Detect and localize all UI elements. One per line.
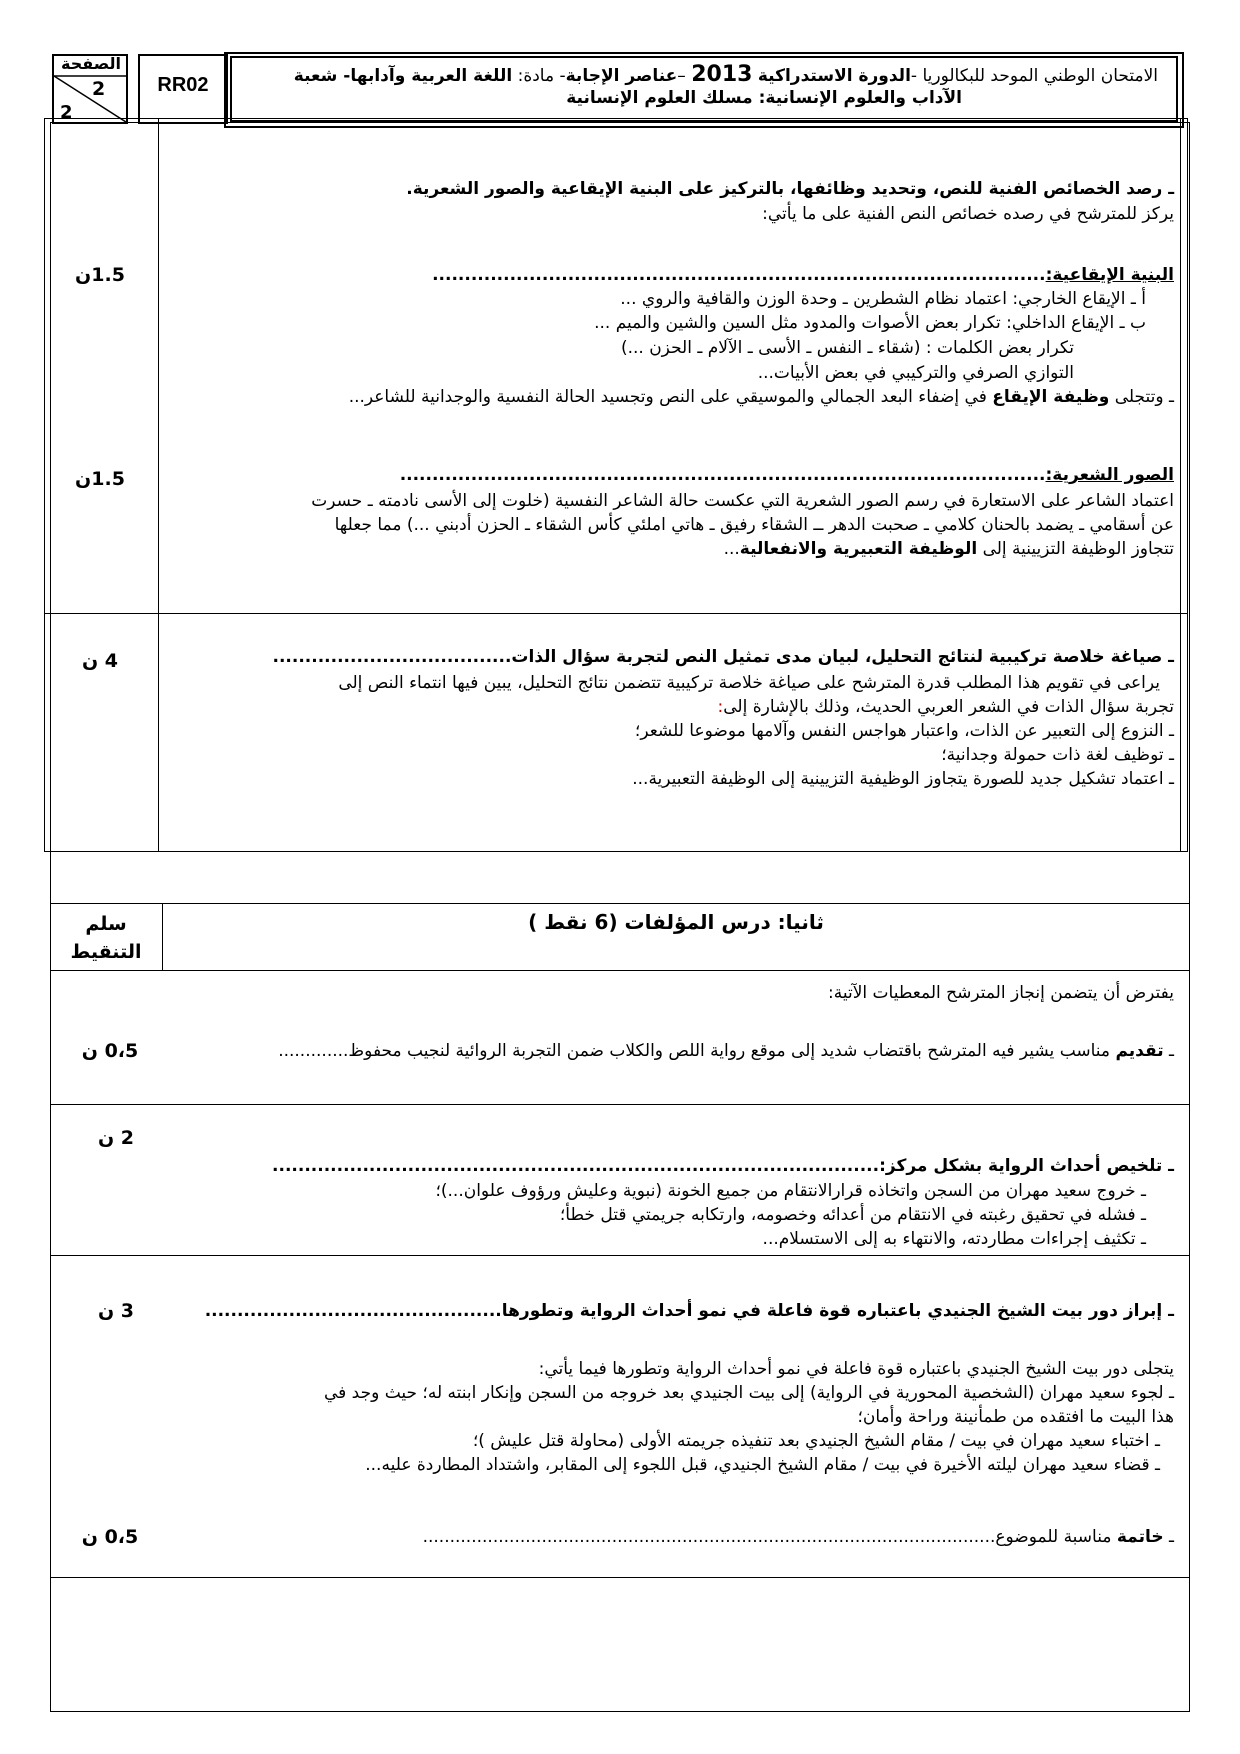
images-heading: الصور الشعرية: bbox=[1045, 465, 1174, 485]
intro-item-label: تقديم bbox=[1115, 1041, 1164, 1061]
conclusion-text: مناسبة للموضوع.......................................................................................................... bbox=[422, 1527, 1117, 1547]
images-line3-function: الوظيفة التعبيرية والانفعالية bbox=[739, 539, 978, 559]
synthesis-points: 4 ن bbox=[81, 650, 119, 672]
scale-header-line2: التنقيط bbox=[70, 941, 142, 963]
summary-item-3: ـ تكثيف إجراءات مطاردته، والانتهاء به إلى الاستسلام... bbox=[762, 1229, 1146, 1249]
scale-header-line1: سلم bbox=[85, 913, 127, 935]
part2-header-bottom-line bbox=[50, 970, 1190, 971]
part2-row-line-2 bbox=[50, 1255, 1190, 1256]
exam-code: RR02 bbox=[157, 74, 209, 96]
exam-code-box bbox=[138, 54, 228, 124]
page-number-box bbox=[52, 54, 128, 124]
rhythm-points: 1.5ن bbox=[75, 264, 125, 286]
header-subject-label: - مادة: bbox=[512, 66, 566, 86]
images-line3 bbox=[724, 538, 1174, 561]
points-column-divider-top bbox=[158, 118, 159, 852]
header-exam-name: الامتحان الوطني الموحد للبكالوريا - bbox=[910, 66, 1158, 86]
summary-item-1: ـ خروج سعيد مهران من السجن واتخاذه قرارالانتقام من جميع الخونة (نبوية وعليش ورؤوف علوان...)؛ bbox=[435, 1181, 1146, 1201]
summary-points: 2 ن bbox=[97, 1127, 135, 1149]
page-total: 2 bbox=[60, 102, 73, 123]
rhythm-function-label: وظيفة الإيقاع bbox=[992, 387, 1110, 407]
synthesis-line2 bbox=[718, 696, 1175, 719]
junaidi-intro: يتجلى دور بيت الشيخ الجنيدي باعتباره قوة فاعلة في نمو أحداث الرواية وتطورها فيما يأتي: bbox=[538, 1359, 1174, 1379]
part2-intro: يفترض أن يتضمن إنجاز المترشح المعطيات الآتية: bbox=[828, 983, 1174, 1003]
intro-item-prefix: ـ bbox=[1163, 1041, 1174, 1061]
rhythm-item-internal: ب ـ الإيقاع الداخلي: تكرار بعض الأصوات والمدود مثل السين والشين والميم ... bbox=[594, 313, 1146, 333]
conclusion-label: خاتمة bbox=[1116, 1527, 1164, 1547]
synthesis-item-3: ـ اعتماد تشكيل جديد للصورة يتجاوز الوظيفية التزيينية إلى الوظيفة التعبيرية... bbox=[632, 769, 1174, 789]
images-line3-ellipsis: ... bbox=[723, 539, 740, 559]
header-subject: اللغة العربية وآدابها bbox=[350, 66, 513, 86]
header-session: الدورة الاستدراكية bbox=[757, 66, 911, 86]
junaidi-line-4: ـ قضاء سعيد مهران ليلته الأخيرة في بيت / مقام الشيخ الجنيدي، قبل اللجوء إلى المقابر، واشتداد المطاردة عليه... bbox=[365, 1455, 1160, 1475]
section1-title: ـ رصد الخصائص الفنية للنص، وتحديد وظائفها، بالتركيز على البنية الإيقاعية والصور الشعرية. bbox=[406, 179, 1174, 199]
rhythm-function-text: في إضفاء البعد الجمالي والموسيقي على النص وتجسيد الحالة النفسية والوجدانية للشاعر... bbox=[348, 387, 993, 407]
part2-top-line bbox=[50, 903, 1190, 904]
junaidi-title: ـ إبراز دور بيت الشيخ الجنيدي باعتباره قوة فاعلة في نمو أحداث الرواية وتطورها.............................................. bbox=[204, 1301, 1174, 1321]
synthesis-item-1: ـ النزوع إلى التعبير عن الذات، واعتبار هواجس النفس وآلامها موضوعا للشعر؛ bbox=[634, 721, 1174, 741]
rhythm-item-external: أ ـ الإيقاع الخارجي: اعتماد نظام الشطرين ـ وحدة الوزن والقافية والروي ... bbox=[620, 289, 1146, 309]
junaidi-points: 3 ن bbox=[97, 1300, 135, 1322]
intro-item-points: 0،5 ن bbox=[81, 1040, 139, 1062]
summary-title: ـ تلخيص أحداث الرواية بشكل مركز:.............................................................................................. bbox=[272, 1156, 1174, 1176]
rhythm-item-parallelism: التوازي الصرفي والتركيبي في بعض الأبيات... bbox=[757, 363, 1074, 383]
images-dots: .................................................................................................... bbox=[399, 465, 1046, 485]
scale-header bbox=[52, 910, 160, 966]
conclusion-prefix: ـ bbox=[1163, 1527, 1174, 1547]
junaidi-line-2: هذا البيت ما افتقده من طمأنينة وراحة وأمان؛ bbox=[857, 1407, 1174, 1427]
rhythm-item-repetition: تكرار بعض الكلمات : (شقاء ـ النفس ـ الأسى ـ الآلام ـ الحزن ...) bbox=[620, 338, 1074, 358]
header-dash: – bbox=[677, 66, 692, 86]
part2-row-line-3 bbox=[50, 1577, 1190, 1578]
page-label: الصفحة bbox=[60, 54, 121, 73]
page-number: 2 bbox=[92, 78, 106, 100]
rhythm-function bbox=[349, 386, 1174, 409]
rhythm-heading-row bbox=[432, 264, 1174, 287]
exam-header-box bbox=[224, 52, 1184, 128]
part2-title: ثانيا: درس المؤلفات (6 نقط ) bbox=[528, 910, 824, 934]
conclusion-points: 0،5 ن bbox=[81, 1526, 139, 1548]
images-points: 1.5ن bbox=[75, 468, 125, 490]
junaidi-line-1: ـ لجوء سعيد مهران (الشخصية المحورية في الرواية) إلى بيت الجنيدي بعد خروجه من السجن وإنكار ابنته له؛ حيث وجد في bbox=[323, 1383, 1174, 1403]
synthesis-line2-text: تجربة سؤال الذات في الشعر العربي الحديث، وذلك بالإشارة إلى bbox=[723, 697, 1174, 717]
intro-item-text: مناسب يشير فيه المترشح باقتضاب شديد إلى موقع رواية اللص والكلاب ضمن التجربة الروائية لنجيب محفوظ............. bbox=[278, 1041, 1116, 1061]
header-answers: عناصر الإجابة bbox=[565, 66, 678, 86]
exam-header-line1 bbox=[294, 62, 1158, 87]
conclusion-row bbox=[423, 1526, 1174, 1549]
header-year: 2013 bbox=[691, 62, 753, 87]
rhythm-dots: ............................................................................................... bbox=[432, 265, 1046, 285]
exam-header-line2: الآداب والعلوم الإنسانية: مسلك العلوم الإنسانية bbox=[566, 88, 962, 108]
junaidi-line-3: ـ اختباء سعيد مهران في بيت / مقام الشيخ الجنيدي بعد تنفيذه جريمته الأولى (محاولة قتل عليش )؛ bbox=[472, 1431, 1160, 1451]
synthesis-line2-colon: : bbox=[717, 697, 724, 717]
summary-item-2: ـ فشله في تحقيق رغبته في الانتقام من أعدائه وخصومه، وارتكابه جريمتي قتل خطأ؛ bbox=[559, 1205, 1146, 1225]
images-heading-row bbox=[400, 464, 1174, 487]
header-branch-label: - شعبة bbox=[293, 66, 351, 86]
part2-row-line-1 bbox=[50, 1104, 1190, 1105]
section1-intro: يركز للمترشح في رصده خصائص النص الفنية على ما يأتي: bbox=[762, 204, 1174, 224]
synthesis-line1: يراعى في تقويم هذا المطلب قدرة المترشح على صياغة خلاصة تركيبية تتضمن نتائج التحليل، يبين فيها انتماء النص إلى bbox=[338, 673, 1160, 693]
rhythm-heading: البنية الإيقاعية: bbox=[1045, 265, 1174, 285]
synthesis-title: ـ صياغة خلاصة تركيبية لنتائج التحليل، لبيان مدى تمثيل النص لتجربة سؤال الذات..................................... bbox=[272, 647, 1174, 667]
section1-right-inner bbox=[1180, 118, 1181, 852]
intro-item-row bbox=[278, 1040, 1174, 1063]
synthesis-item-2: ـ توظيف لغة ذات حمولة وجدانية؛ bbox=[941, 745, 1174, 765]
images-line1: اعتماد الشاعر على الاستعارة في رسم الصور الشعرية التي عكست حالة الشاعر النفسية (خلوت إلى الأسى نادمته ـ حسرت bbox=[311, 491, 1174, 511]
rhythm-function-prefix: ـ وتتجلى bbox=[1109, 387, 1174, 407]
images-line2: عن أسقامي ـ يضمد بالحنان كلامي ـ صحبت الدهر ــ الشقاء رفيق ـ هاتي املئي كأس الشقاء ـ الحزن أدبني ...) مما جعلها bbox=[334, 515, 1174, 535]
images-line3-text: تتجاوز الوظيفة التزيينية إلى bbox=[977, 539, 1174, 559]
